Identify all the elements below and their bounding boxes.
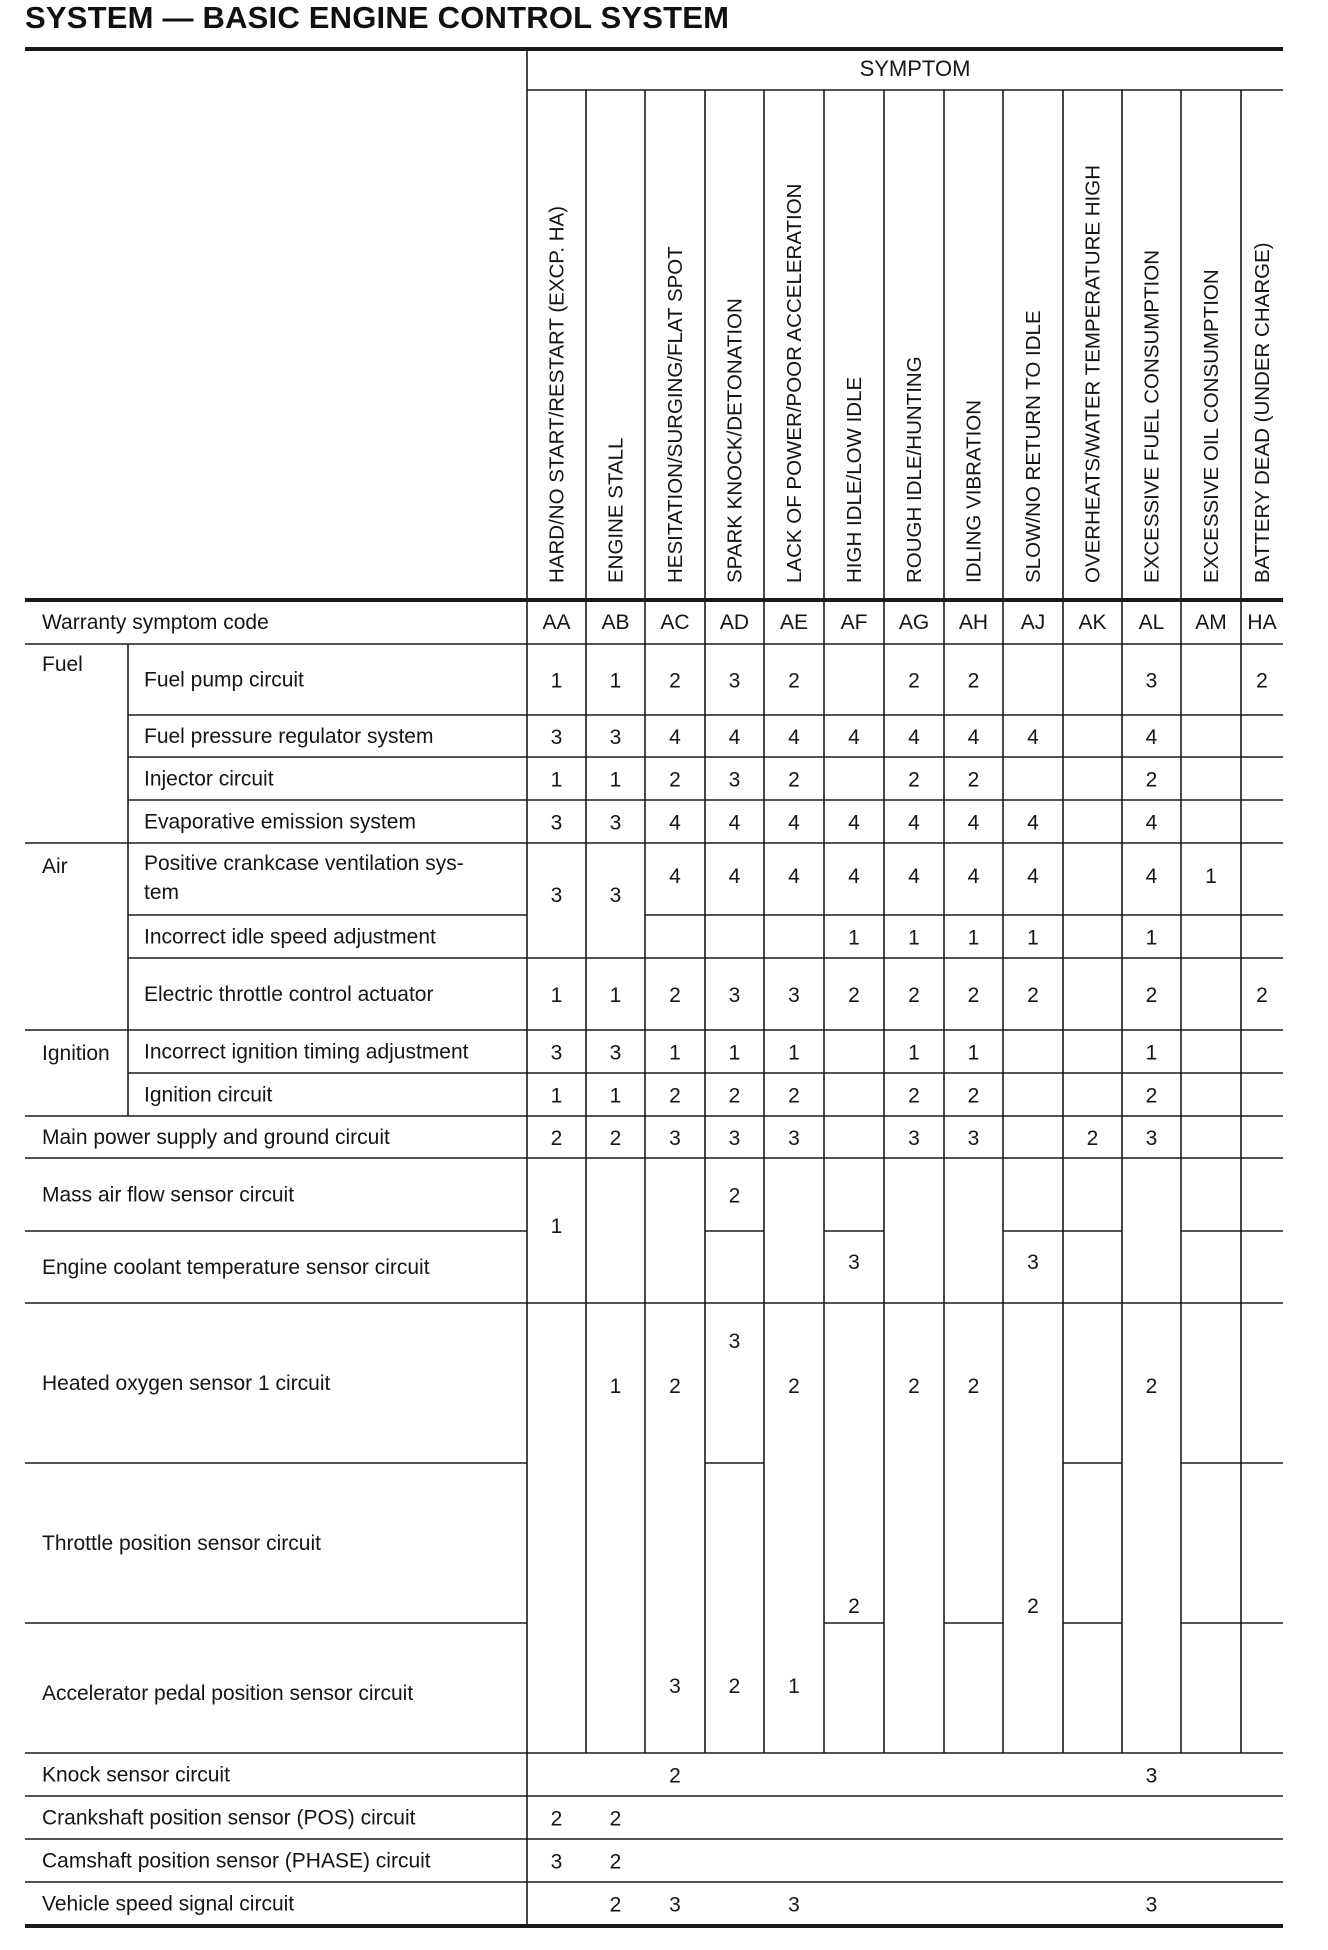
- row-label: Evaporative emission system: [144, 810, 416, 834]
- cell-value: 2: [609, 1127, 622, 1150]
- cell-value: 2: [967, 669, 980, 693]
- cell-value: 2: [1256, 984, 1268, 1007]
- cell-value: 3: [1145, 1764, 1158, 1788]
- cell-value: 1: [550, 1215, 563, 1238]
- cell-value: 1: [848, 926, 860, 950]
- cell-value: 3: [550, 1041, 563, 1065]
- row-label: Ignition circuit: [144, 1083, 273, 1107]
- row-label: Engine coolant temperature sensor circuit: [42, 1256, 430, 1279]
- cell-value: 1: [967, 1041, 980, 1065]
- cell-value: 4: [728, 811, 741, 835]
- cell-value: 3: [550, 1850, 563, 1874]
- column-header-af: HIGH IDLE/LOW IDLE: [843, 376, 866, 583]
- cell-value: 2: [848, 1595, 860, 1618]
- cell-value: 4: [908, 865, 920, 888]
- cell-value: 3: [609, 884, 622, 907]
- cell-value: 3: [728, 1330, 741, 1353]
- row-label: Knock sensor circuit: [42, 1763, 230, 1787]
- column-header-aj: SLOW/NO RETURN TO IDLE: [1022, 310, 1045, 583]
- cell-value: 2: [967, 984, 980, 1007]
- cell-value: 1: [609, 1375, 622, 1398]
- cell-value: 1: [1145, 1041, 1158, 1065]
- row-label: Incorrect idle speed adjustment: [144, 925, 436, 949]
- cell-value: 3: [550, 811, 563, 835]
- row-label: Mass air flow sensor circuit: [42, 1183, 295, 1207]
- cell-value: 2: [669, 669, 681, 693]
- symptom-code: AB: [601, 611, 630, 634]
- column-header-am: EXCESSIVE OIL CONSUMPTION: [1200, 269, 1223, 583]
- cell-value: 3: [848, 1251, 860, 1274]
- symptom-code: AG: [898, 611, 930, 634]
- cell-value: 2: [908, 669, 920, 693]
- symptom-code: AJ: [1020, 611, 1046, 634]
- cell-value: 1: [609, 669, 622, 693]
- cell-value: 1: [609, 984, 622, 1007]
- row-label: tem: [144, 881, 180, 904]
- column-header-ae: LACK OF POWER/POOR ACCELERATION: [783, 183, 806, 583]
- cell-value: 2: [908, 1375, 920, 1398]
- cell-value: 4: [967, 865, 980, 888]
- cell-value: 3: [728, 1127, 741, 1150]
- cell-value: 4: [669, 726, 681, 749]
- cell-value: 1: [609, 768, 622, 792]
- cell-value: 1: [1205, 865, 1217, 888]
- cell-value: 3: [669, 1127, 681, 1150]
- cell-value: 2: [728, 1084, 741, 1108]
- cell-value: 2: [669, 984, 681, 1007]
- row-label: Incorrect ignition timing adjustment: [144, 1040, 469, 1064]
- cell-value: 2: [550, 1127, 563, 1150]
- cell-value: 2: [1145, 984, 1158, 1007]
- cell-value: 2: [908, 1084, 920, 1108]
- symptom-code: AH: [958, 611, 989, 634]
- row-label: Crankshaft position sensor (POS) circuit: [42, 1806, 416, 1830]
- cell-value: 3: [728, 669, 741, 693]
- symptom-code: AA: [542, 611, 571, 634]
- symptom-header: SYMPTOM: [859, 56, 971, 81]
- cell-value: 3: [550, 884, 563, 907]
- cell-value: 2: [967, 1375, 980, 1398]
- cell-value: 3: [550, 726, 563, 749]
- row-label: Throttle position sensor circuit: [42, 1532, 321, 1555]
- cell-value: 1: [728, 1041, 741, 1065]
- cell-value: 3: [609, 811, 622, 835]
- cell-value: 2: [788, 1375, 800, 1398]
- cell-value: 1: [609, 1084, 622, 1108]
- cell-value: 2: [1256, 669, 1268, 693]
- cell-value: 1: [1027, 926, 1039, 950]
- cell-value: 3: [728, 768, 741, 792]
- row-label: Fuel pump circuit: [144, 668, 304, 692]
- cell-value: 2: [1145, 768, 1158, 792]
- cell-value: 3: [669, 1893, 681, 1917]
- column-header-ac: HESITATION/SURGING/FLAT SPOT: [664, 246, 687, 583]
- cell-value: 1: [669, 1041, 681, 1065]
- cell-value: 2: [1086, 1127, 1099, 1150]
- cell-value: 4: [1027, 865, 1039, 888]
- cell-value: 2: [788, 768, 800, 792]
- cell-value: 2: [728, 1675, 741, 1698]
- cell-value: 2: [669, 768, 681, 792]
- cell-value: 3: [788, 1127, 800, 1150]
- cell-value: 2: [788, 669, 800, 693]
- cell-value: 1: [550, 1084, 563, 1108]
- cell-value: 4: [669, 865, 681, 888]
- row-label: Accelerator pedal position sensor circuit: [42, 1682, 414, 1705]
- cell-value: 4: [848, 726, 860, 749]
- warranty-code-label: Warranty symptom code: [42, 611, 269, 634]
- cell-value: 1: [908, 1041, 920, 1065]
- cell-value: 3: [728, 984, 741, 1007]
- row-label: Heated oxygen sensor 1 circuit: [42, 1372, 331, 1395]
- group-label-fuel: Fuel: [42, 653, 83, 676]
- cell-value: 4: [728, 726, 741, 749]
- page-title: SYSTEM — BASIC ENGINE CONTROL SYSTEM: [25, 0, 730, 35]
- row-label: Positive crankcase ventilation sys-: [144, 852, 464, 875]
- column-header-ag: ROUGH IDLE/HUNTING: [903, 356, 926, 583]
- cell-value: 4: [1145, 811, 1158, 835]
- cell-value: 3: [967, 1127, 980, 1150]
- symptom-code: AL: [1138, 611, 1165, 634]
- cell-value: 1: [788, 1675, 800, 1698]
- cell-value: 2: [788, 1084, 800, 1108]
- cell-value: 2: [669, 1764, 681, 1788]
- group-label-air: Air: [42, 855, 68, 878]
- cell-value: 2: [550, 1807, 563, 1831]
- cell-value: 2: [609, 1850, 622, 1874]
- cell-value: 1: [550, 984, 563, 1007]
- symptom-code: AC: [660, 611, 690, 634]
- row-label: Electric throttle control actuator: [144, 983, 434, 1006]
- symptom-code: AK: [1078, 611, 1107, 634]
- cell-value: 1: [908, 926, 920, 950]
- cell-value: 4: [848, 865, 860, 888]
- column-header-ah: IDLING VIBRATION: [962, 399, 986, 583]
- cell-value: 1: [967, 926, 980, 950]
- cell-value: 3: [669, 1675, 681, 1698]
- column-header-al: EXCESSIVE FUEL CONSUMPTION: [1140, 250, 1164, 583]
- cell-value: 2: [1027, 1595, 1039, 1618]
- cell-value: 3: [788, 984, 800, 1007]
- cell-value: 4: [788, 811, 800, 835]
- cell-value: 2: [908, 984, 920, 1007]
- cell-value: 2: [669, 1375, 681, 1398]
- cell-value: 4: [967, 726, 980, 749]
- cell-value: 2: [967, 1084, 980, 1108]
- row-label: Vehicle speed signal circuit: [42, 1892, 295, 1916]
- cell-value: 3: [609, 1041, 622, 1065]
- cell-value: 2: [908, 768, 920, 792]
- cell-value: 3: [1145, 1893, 1158, 1917]
- cell-value: 2: [728, 1184, 741, 1208]
- cell-value: 2: [848, 984, 860, 1007]
- cell-value: 2: [1145, 1375, 1158, 1398]
- cell-value: 3: [1145, 669, 1158, 693]
- column-header-aa: HARD/NO START/RESTART (EXCP. HA): [545, 205, 569, 583]
- cell-value: 3: [908, 1127, 920, 1150]
- cell-value: 4: [669, 811, 681, 835]
- group-label-ignition: Ignition: [42, 1042, 110, 1065]
- cell-value: 4: [1027, 811, 1039, 835]
- cell-value: 1: [1145, 926, 1158, 950]
- cell-value: 4: [788, 865, 800, 888]
- row-label: Main power supply and ground circuit: [42, 1126, 390, 1149]
- cell-value: 1: [550, 669, 563, 693]
- cell-value: 4: [908, 811, 920, 835]
- cell-value: 4: [848, 811, 860, 835]
- cell-value: 3: [1145, 1127, 1158, 1150]
- cell-value: 3: [788, 1893, 800, 1917]
- row-label: Injector circuit: [144, 767, 274, 791]
- cell-value: 3: [609, 726, 622, 749]
- cell-value: 4: [728, 865, 741, 888]
- cell-value: 2: [609, 1893, 622, 1917]
- cell-value: 4: [1145, 726, 1158, 749]
- symptom-code: AD: [719, 611, 750, 634]
- cell-value: 4: [967, 811, 980, 835]
- cell-value: 2: [609, 1807, 622, 1831]
- cell-value: 1: [788, 1041, 800, 1065]
- cell-value: 4: [1027, 726, 1039, 749]
- column-header-ha: BATTERY DEAD (UNDER CHARGE): [1251, 242, 1274, 583]
- cell-value: 4: [1145, 865, 1158, 888]
- cell-value: 3: [1027, 1251, 1039, 1274]
- column-header-ak: OVERHEATS/WATER TEMPERATURE HIGH: [1081, 164, 1105, 583]
- symptom-code: AE: [779, 611, 809, 634]
- row-label: Fuel pressure regulator system: [144, 725, 434, 748]
- cell-value: 2: [669, 1084, 681, 1108]
- symptom-code: HA: [1247, 611, 1277, 634]
- column-header-ad: SPARK KNOCK/DETONATION: [723, 298, 747, 583]
- row-label: Camshaft position sensor (PHASE) circuit: [42, 1849, 431, 1873]
- cell-value: 2: [1027, 984, 1039, 1007]
- column-header-ab: ENGINE STALL: [604, 437, 628, 583]
- cell-value: 4: [788, 726, 800, 749]
- symptom-code: AM: [1195, 611, 1227, 634]
- cell-value: 2: [967, 768, 980, 792]
- cell-value: 4: [908, 726, 920, 749]
- symptom-code: AF: [840, 611, 868, 634]
- cell-value: 2: [1145, 1084, 1158, 1108]
- cell-value: 1: [550, 768, 563, 792]
